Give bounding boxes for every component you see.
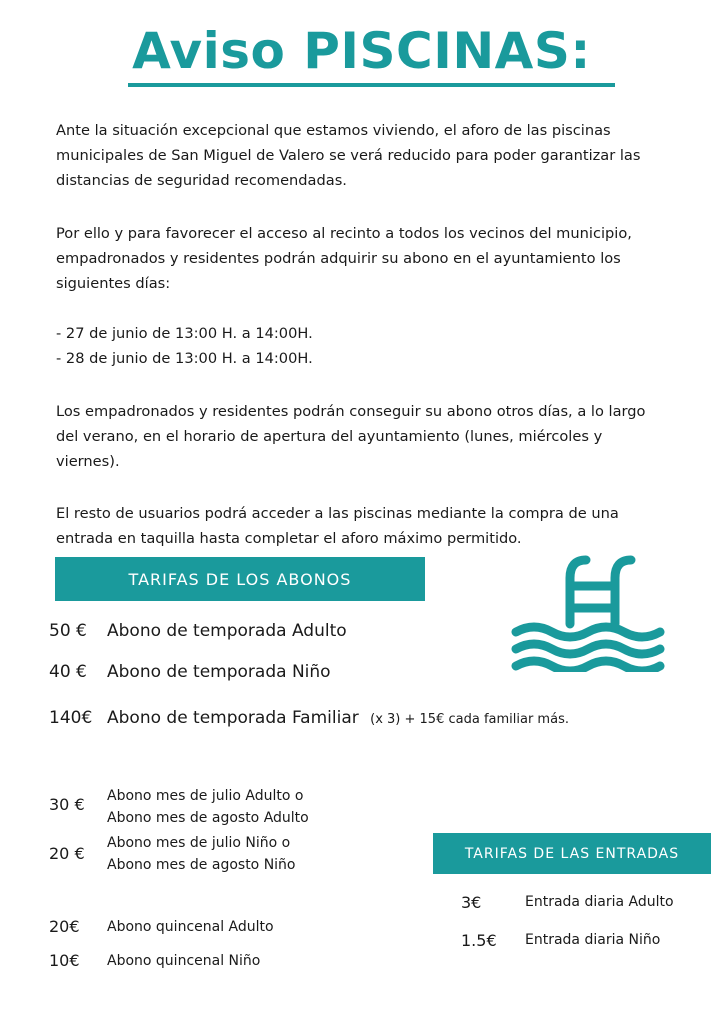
entrada-row	[461, 893, 711, 915]
entrada-label: Entrada diaria Niño	[525, 932, 661, 948]
paragraph-dates	[56, 321, 676, 371]
abono-line: Abono mes de julio Adulto o	[107, 788, 304, 804]
abono-line: Abono mes de agosto Adulto	[107, 810, 309, 826]
paragraph-intro	[56, 118, 676, 193]
abono-label: Abono quincenal Niño	[107, 953, 261, 969]
abono-line: Abono mes de julio Niño o	[107, 835, 291, 851]
abono-line: Abono mes de agosto Niño	[107, 857, 296, 873]
paragraph-access	[56, 221, 676, 296]
abono-note: (x 3) + 15€ cada familiar más.	[370, 712, 569, 727]
date-line: - 28 de junio de 13:00 H. a 14:00H.	[56, 350, 313, 367]
entrada-label: Entrada diaria Adulto	[525, 894, 674, 910]
abono-label: Abono quincenal Adulto	[107, 919, 274, 935]
abono-biweekly-row	[49, 951, 379, 973]
abono-price: 20€	[49, 917, 80, 936]
entrada-price: 1.5€	[461, 931, 497, 950]
abono-label: Abono de temporada Familiar	[107, 708, 359, 728]
abono-row	[49, 621, 609, 645]
paragraph-other-days	[56, 399, 676, 474]
entrada-price: 3€	[461, 893, 482, 912]
date-line: - 27 de junio de 13:00 H. a 14:00H.	[56, 325, 313, 342]
abono-price: 30 €	[49, 795, 85, 814]
paragraph-line: Por ello y para favorecer el acceso al recinto a todos los vecinos del municipio,	[56, 225, 632, 242]
abono-price: 20 €	[49, 844, 85, 863]
abono-price: 10€	[49, 951, 80, 970]
paragraph-line: Ante la situación excepcional que estamos viviendo, el aforo de las piscinas	[56, 122, 611, 139]
page-title: Aviso PISCINAS:	[132, 22, 591, 80]
paragraph-line: municipales de San Miguel de Valero se verá reducido para poder garantizar las	[56, 147, 641, 164]
paragraph-line: empadronados y residentes podrán adquirir su abono en el ayuntamiento los	[56, 250, 621, 267]
paragraph-line: siguientes días:	[56, 275, 171, 292]
abono-price: 40 €	[49, 662, 87, 682]
paragraph-line: distancias de seguridad recomendadas.	[56, 172, 347, 189]
abonos-heading	[55, 557, 425, 601]
abono-biweekly-row	[49, 917, 379, 939]
abono-monthly-row	[49, 832, 379, 876]
abono-monthly-lines	[107, 832, 296, 876]
abono-price: 50 €	[49, 621, 87, 641]
paragraph-line: viernes).	[56, 453, 120, 470]
swimming-pool-icon	[510, 552, 675, 672]
abono-label-group	[107, 708, 569, 728]
paragraph-rest-users	[56, 501, 676, 551]
abonos-heading-text: TARIFAS DE LOS ABONOS	[128, 569, 352, 589]
abono-monthly-row	[49, 785, 379, 829]
entradas-heading-text: TARIFAS DE LAS ENTRADAS	[464, 845, 680, 862]
paragraph-line: entrada en taquilla hasta completar el aforo máximo permitido.	[56, 530, 522, 547]
entrada-row	[461, 931, 711, 953]
abono-row	[49, 662, 609, 686]
title-underline	[128, 83, 615, 87]
abono-row	[49, 708, 669, 732]
entradas-heading	[433, 833, 711, 874]
paragraph-line: Los empadronados y residentes podrán conseguir su abono otros días, a lo largo	[56, 403, 646, 420]
abono-label: Abono de temporada Adulto	[107, 621, 347, 641]
abono-price: 140€	[49, 708, 93, 728]
paragraph-line: El resto de usuarios podrá acceder a las piscinas mediante la compra de una	[56, 505, 619, 522]
abono-label: Abono de temporada Niño	[107, 662, 331, 682]
paragraph-line: del verano, en el horario de apertura del ayuntamiento (lunes, miércoles y	[56, 428, 603, 445]
abono-monthly-lines	[107, 785, 309, 829]
